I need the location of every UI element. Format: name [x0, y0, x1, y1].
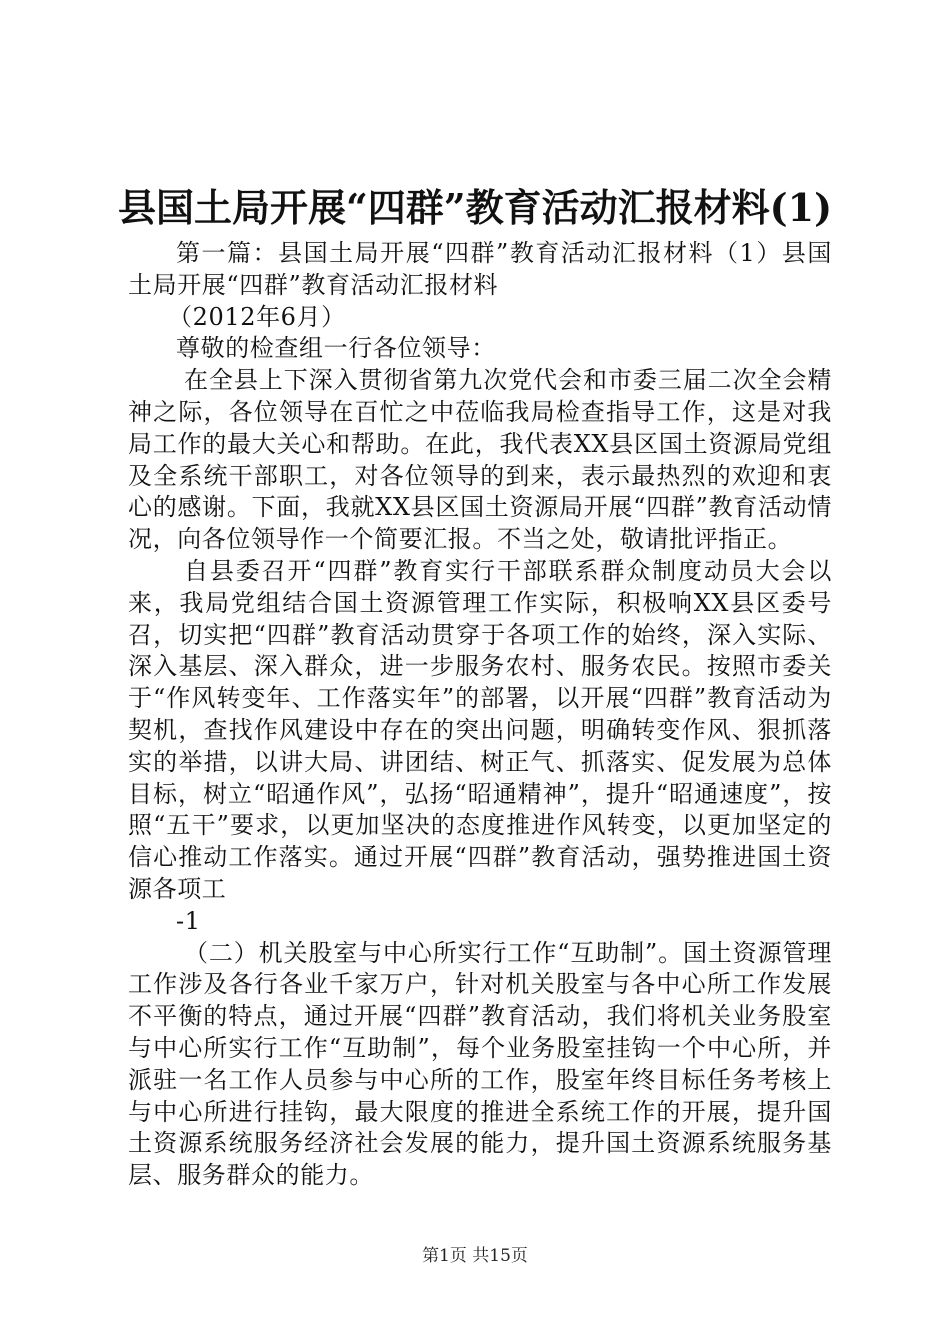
paragraph-opening: 在全县上下深入贯彻省第九次党代会和市委三届二次全会精神之际，各位领导在百忙之中莅临我局检查指导工作，这是对我局工作的最大关心和帮助。在此，我代表XX县区国土资源局党组及全系统干部职工，对各位领导的到来，表示最热烈的欢迎和衷心的感谢。下面，我就XX县区国土资源局开展“四群”教育活动情况，向各位领导作一个简要汇报。不当之处，敬请批评指正。: [128, 366, 832, 554]
page-footer: 第1页 共15页: [422, 1246, 528, 1266]
paragraph-salutation: 尊敬的检查组一行各位领导：: [176, 334, 496, 363]
paragraph-section-two: （二）机关股室与中心所实行工作“互助制”。国土资源管理工作涉及各行各业千家万户，针对机关股室与各中心所工作发展不平衡的特点，通过开展“四群”教育活动，我们将机关业务股室与中心所实行工作“互助制”，每个业务股室挂钩一个中心所，并派驻一名工作人员参与中心所的工作，股室年终目标任务考核上与中心所进行挂钩，最大限度的推进全系统工作的开展，提升国土资源系统服务经济社会发展的能力，提升国土资源系统服务基层、服务群众的能力。: [128, 938, 832, 1190]
paragraph-date: （2012年6月）: [168, 302, 346, 331]
inline-page-marker: -1: [176, 906, 201, 935]
paragraph-heading: 第一篇：县国土局开展“四群”教育活动汇报材料（1）县国土局开展“四群”教育活动汇报材料: [128, 239, 832, 299]
document-body: [128, 238, 832, 1192]
paragraph-background: 自县委召开“四群”教育实行干部联系群众制度动员大会以来，我局党组结合国土资源管理工作实际，积极响XX县区委号召，切实把“四群”教育活动贯穿于各项工作的始终，深入实际、深入基层、深入群众，进一步服务农村、服务农民。按照市委关于“作风转变年、工作落实年”的部署，以开展“四群”教育活动为契机，查找作风建设中存在的突出问题，明确转变作风、狠抓落实的举措，以讲大局、讲团结、树正气、抓落实、促发展为总体目标，树立“昭通作风”，弘扬“昭通精神”，提升“昭通速度”，按照“五干”要求，以更加坚决的态度推进作风转变，以更加坚定的信心推动工作落实。通过开展“四群”教育活动，强势推进国土资源各项工: [128, 556, 832, 903]
document-title: 县国土局开展“四群”教育活动汇报材料(1): [117, 185, 833, 230]
